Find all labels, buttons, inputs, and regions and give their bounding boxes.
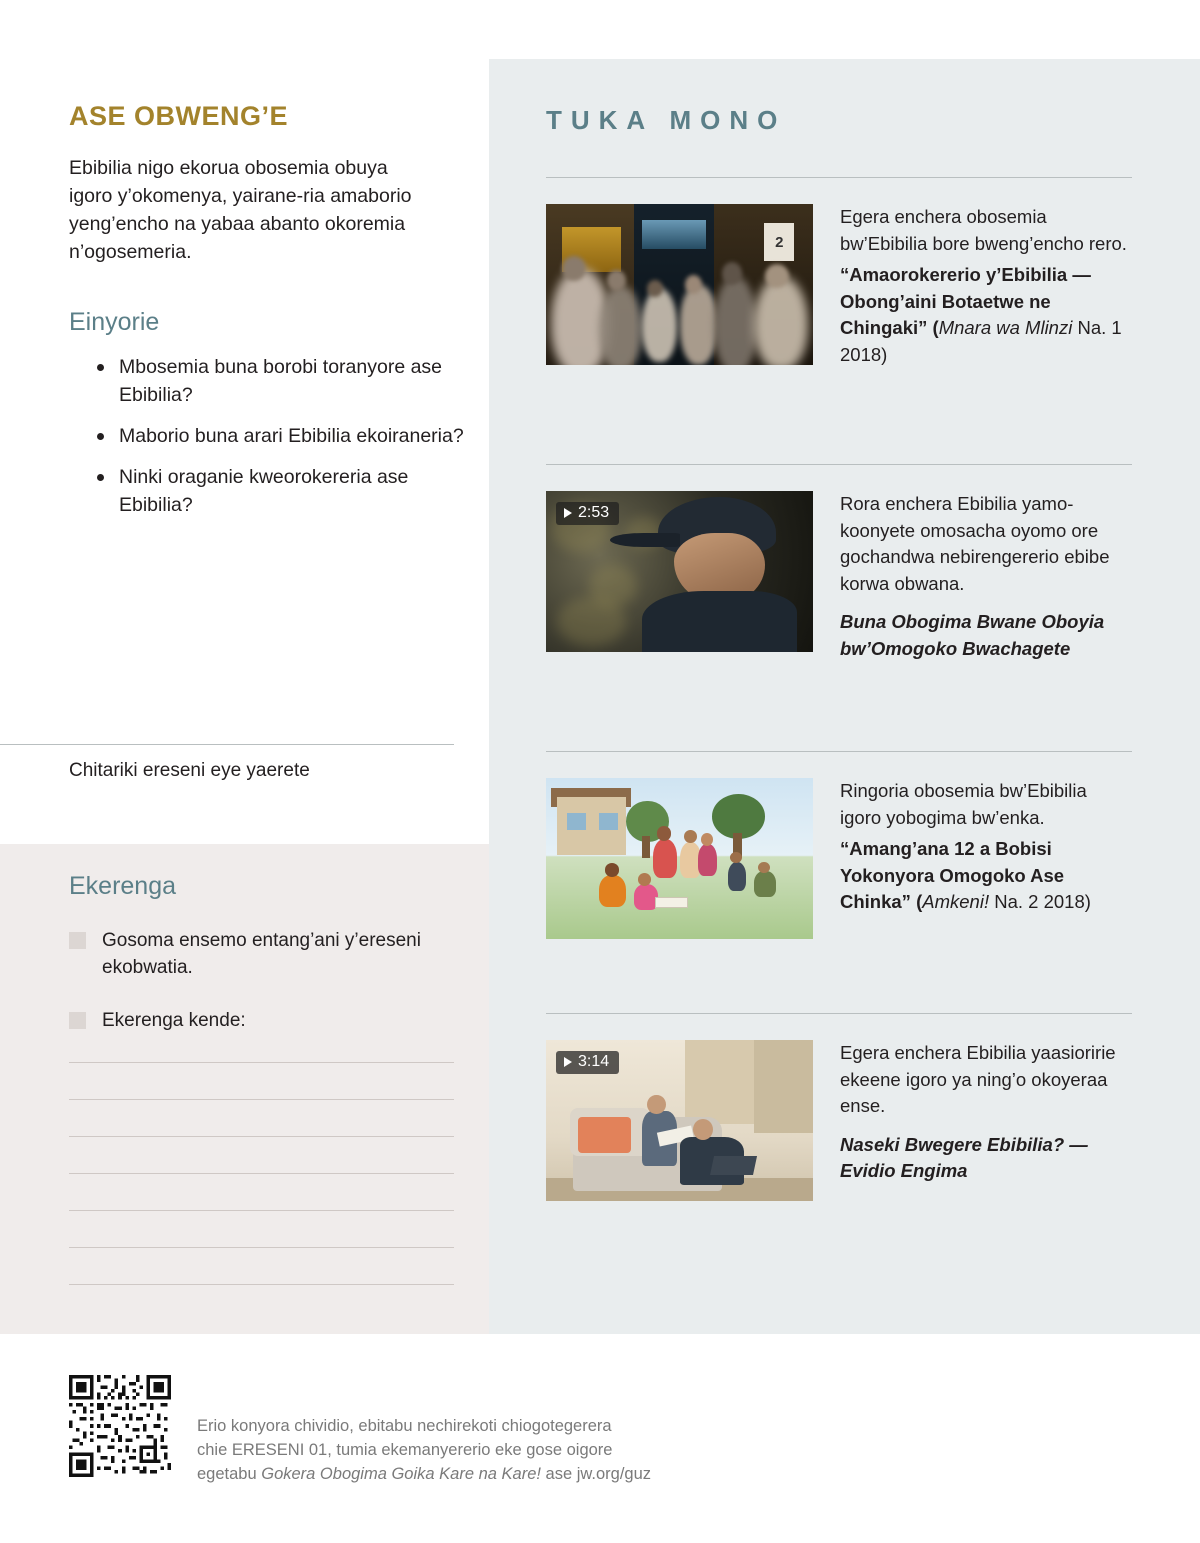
write-in-line[interactable]	[69, 1210, 454, 1211]
suggestion-text	[840, 204, 1132, 368]
section-heading-suggestions: TUKA MONO	[546, 105, 787, 135]
checkbox[interactable]	[69, 1012, 86, 1029]
write-in-line[interactable]	[69, 1173, 454, 1174]
video-duration: 3:14	[578, 1053, 610, 1070]
suggestion-title: “Amaorokererio y’Ebibilia —Obong’aini Botaetwe ne Chingaki” (Mnara wa Mlinzi Na. 1 2018)	[840, 264, 1122, 365]
question-list	[69, 353, 469, 519]
video-duration-badge	[556, 1051, 619, 1074]
checklist-item-label: Ekerenga kende:	[102, 1010, 246, 1031]
worksheet-section	[69, 872, 469, 1060]
list-item: Ninki oraganie kweorokereria ase Ebibilia?	[97, 463, 467, 519]
footer-line-2: chie ERESENI 01, tumia ekemanyererio eke gose oigore	[197, 1441, 613, 1459]
suggestion-text	[840, 778, 1132, 939]
play-icon	[564, 1057, 572, 1067]
website-url: ase jw.org/guz	[540, 1465, 652, 1483]
write-in-line[interactable]	[69, 1099, 454, 1100]
photo-illustration: 2	[546, 204, 813, 365]
footer-line-3: egetabu Gokera Obogima Goika Kare na Kare! ase jw.org/guz	[197, 1465, 652, 1483]
write-in-line[interactable]	[69, 1247, 454, 1248]
write-in-line[interactable]	[69, 1062, 454, 1063]
suggestion-row	[546, 751, 1132, 939]
subheading-checklist: Ekerenga	[69, 872, 177, 900]
checkbox[interactable]	[69, 932, 86, 949]
suggestion-row	[546, 177, 1132, 368]
suggestion-description: Ringoria obosemia bw’Ebibilia igoro yobogima bw’enka.	[840, 780, 1087, 828]
qr-code[interactable]	[69, 1375, 171, 1477]
subheading-questions: Einyorie	[69, 308, 160, 336]
thumbnail-vending-machines[interactable]	[546, 204, 813, 365]
suggestion-title: “Amang’ana 12 a Bobisi Yokonyora Omogoko Ase Chinka” (Amkeni! Na. 2 2018)	[840, 838, 1091, 912]
suggestion-text	[840, 491, 1132, 662]
suggestion-description: Egera enchera obosemia bw’Ebibilia bore bweng’encho rero.	[840, 206, 1127, 254]
checklist-item[interactable]	[69, 927, 469, 981]
suggestion-row	[546, 464, 1132, 662]
divider	[0, 744, 454, 745]
write-in-line[interactable]	[69, 1136, 454, 1137]
thumbnail-video-man-in-cap[interactable]	[546, 491, 813, 652]
thumbnail-video-couple-couch[interactable]	[546, 1040, 813, 1201]
list-item: Maborio buna arari Ebibilia ekoiraneria?	[97, 422, 467, 450]
list-item: Mbosemia buna borobi toranyore ase Ebibilia?	[97, 353, 467, 409]
divider	[546, 177, 1132, 178]
suggestion-text	[840, 1040, 1132, 1201]
date-note: Chitariki ereseni eye yaerete	[69, 760, 310, 781]
suggestion-description: Rora enchera Ebibilia yamo-koonyete omosacha oyomo ore gochandwa nebirengererio ebibe korwa obwana.	[840, 493, 1110, 594]
write-in-line[interactable]	[69, 1284, 454, 1285]
section-heading-preparation: ASE OBWENG’E	[69, 101, 289, 131]
publication-title: Gokera Obogima Goika Kare na Kare!	[261, 1465, 541, 1483]
left-column	[69, 101, 469, 532]
thumbnail-family-outdoors[interactable]	[546, 778, 813, 939]
footer-line-1: Erio konyora chividio, ebitabu nechirekoti chiogotegerera	[197, 1417, 612, 1435]
video-duration-badge	[556, 502, 619, 525]
intro-paragraph: Ebibilia nigo ekorua obosemia obuya igoro y’okomenya, yairane-ria amaborio yeng’encho na yabaa abanto okoremia n’ogosemeria.	[69, 157, 412, 263]
divider	[546, 1013, 1132, 1014]
photo-illustration	[546, 778, 813, 939]
footer-note	[197, 1414, 837, 1486]
divider	[546, 464, 1132, 465]
checklist-item-label: Gosoma ensemo entang’ani y’ereseni ekobwatia.	[102, 930, 421, 978]
divider	[546, 751, 1132, 752]
write-in-lines[interactable]	[69, 1062, 454, 1321]
video-duration: 2:53	[578, 504, 610, 521]
suggestion-title: Buna Obogima Bwane Oboyia bw’Omogoko Bwachagete	[840, 611, 1105, 659]
suggestion-title: Naseki Bwegere Ebibilia? —Evidio Engima	[840, 1133, 1088, 1181]
play-icon	[564, 508, 572, 518]
suggestion-row	[546, 1013, 1132, 1201]
checklist-item[interactable]	[69, 1007, 469, 1034]
suggestion-description: Egera enchera Ebibilia yaasioririe ekeene igoro ya ning’o okoyeraa ense.	[840, 1042, 1116, 1116]
